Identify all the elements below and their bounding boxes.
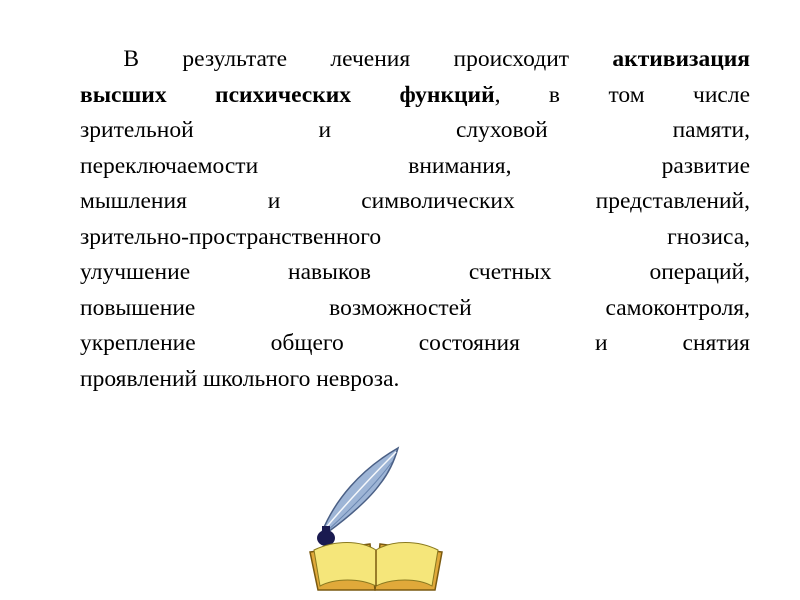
paragraph-line-4: переключаемости внимания, развитие bbox=[80, 152, 750, 179]
paragraph-line-5: мышления и символических представлений, bbox=[80, 188, 750, 214]
body-paragraph bbox=[80, 42, 750, 397]
paragraph-line-10: проявлений школьного невроза. bbox=[80, 365, 400, 392]
paragraph-line-7: улучшение навыков счетных операций, bbox=[80, 259, 750, 285]
paragraph-line-6: зрительно-пространственного гнозиса, bbox=[80, 223, 750, 250]
paragraph-line-1 bbox=[80, 42, 750, 78]
paragraph-bold-text: активизация bbox=[612, 46, 750, 72]
paragraph-line-2 bbox=[80, 78, 750, 114]
book-icon bbox=[310, 543, 442, 591]
paragraph-text: В результате лечения происходит bbox=[123, 46, 613, 72]
paragraph-text: , в том числе bbox=[494, 81, 750, 108]
quill-and-book-icon bbox=[300, 440, 460, 595]
paragraph-line-9: укрепление общего состояния и снятия bbox=[80, 330, 750, 356]
paragraph-line-8: повышение возможностей самоконтроля, bbox=[80, 294, 750, 321]
paragraph-line-3: зрительной и слуховой памяти, bbox=[80, 117, 750, 143]
paragraph-bold-text: высших психических функций bbox=[80, 81, 495, 108]
